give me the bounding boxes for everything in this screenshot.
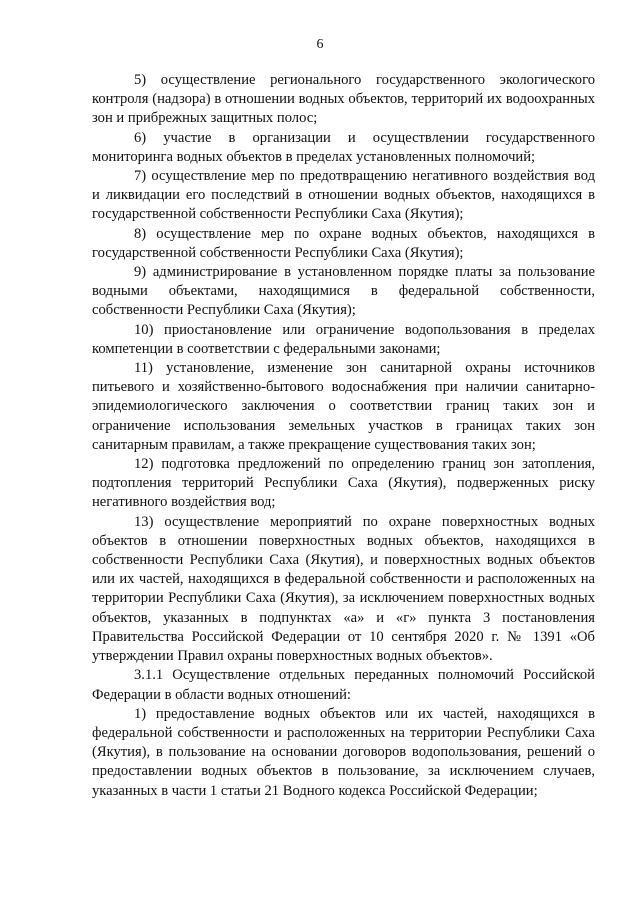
section-heading-3-1-1: 3.1.1 Осуществление отдельных переданных полномочий Российской Федерации в области водных отношений:: [92, 667, 595, 703]
page-number: 6: [316, 37, 324, 52]
paragraph-item-5: 5) осуществление регионального государственного экологического контроля (надзора) в отношении водных объектов, территорий их водоохранных зон и прибрежных защитных полос;: [92, 72, 595, 127]
paragraph-item-7: 7) осуществление мер по предотвращению негативного воздействия вод и ликвидации его последствий в отношении водных объектов, находящихся в государственной собственности Республики Саха (Якутия);: [92, 168, 595, 223]
paragraph-item-8: 8) осуществление мер по охране водных объектов, находящихся в государственной собственности Республики Саха (Якутия);: [92, 225, 595, 261]
paragraph-item-9: 9) администрирование в установленном порядке платы за пользование водными объектами, находящимися в федеральной собственности, собственности Республики Саха (Якутия);: [92, 264, 595, 319]
paragraph-item-11: 11) установление, изменение зон санитарной охраны источников питьевого и хозяйственно-бытового водоснабжения при наличии санитарно-эпидемиологического заключения о соответствии границ таких зон и ограничение использования земельных участков в границах таких зон санитарным правилам, а также прекращение существования таких зон;: [92, 360, 595, 453]
paragraph-item-12: 12) подготовка предложений по определению границ зон затопления, подтопления территорий Республики Саха (Якутия), подверженных риску негативного воздействия вод;: [92, 456, 595, 511]
paragraph-item-1: 1) предоставление водных объектов или их частей, находящихся в федеральной собственности и расположенных на территории Республики Саха (Якутия), в пользование на основании договоров водопользования, решений о предоставлении водных объектов в пользование, за исключением случаев, указанных в части 1 статьи 21 Водного кодекса Российской Федерации;: [92, 705, 595, 799]
paragraph-item-10: 10) приостановление или ограничение водопользования в пределах компетенции в соответствии с федеральными законами;: [92, 321, 595, 357]
document-body: [92, 71, 595, 801]
paragraph-item-6: 6) участие в организации и осуществлении государственного мониторинга водных объектов в пределах установленных полномочий;: [92, 129, 595, 165]
paragraph-item-13: 13) осуществление мероприятий по охране поверхностных водных объектов в отношении поверхностных водных объектов, находящихся в собственности Республики Саха (Якутия), и поверхностных водных объектов или их частей, находящихся в федеральной собственности и расположенных на территории Республики Саха (Якутия), за исключением поверхностных водных объектов, указанных в подпунктах «а» и «г» пункта 3 постановления Правительства Российской Федерации от 10 сентября 2020 г. № 1391 «Об утверждении Правил охраны поверхностных водных объектов».: [92, 513, 595, 665]
